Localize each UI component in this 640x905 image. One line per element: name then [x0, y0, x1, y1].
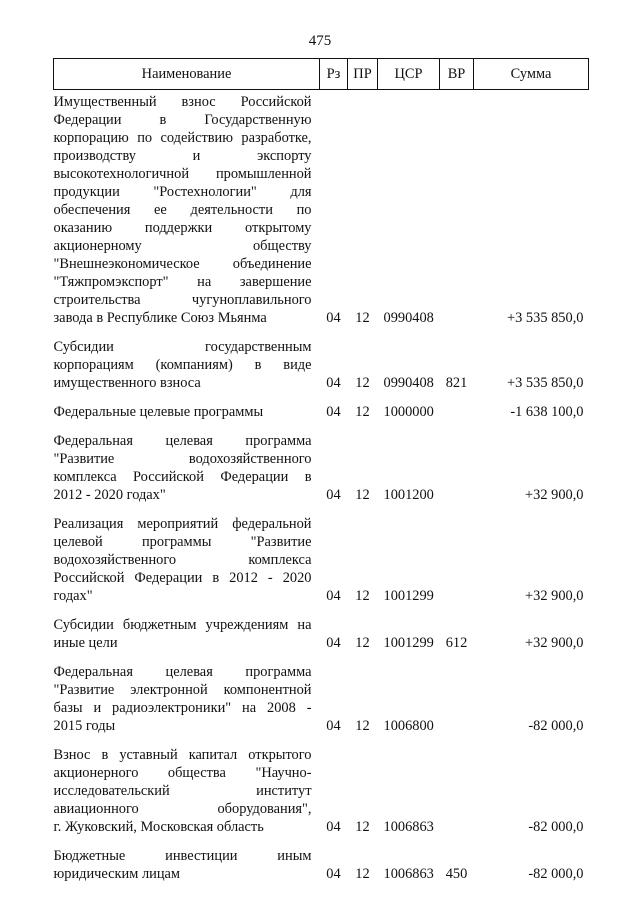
row-csr: 1001299: [383, 635, 434, 651]
row-rz: 04: [326, 375, 341, 391]
row-name-line: комплекса Российской Федерации в: [53, 469, 312, 485]
row-name-line: юридическим лицам: [53, 866, 181, 882]
header-vr: ВР: [440, 59, 474, 90]
row-name: [54, 836, 320, 883]
table-row: [54, 327, 589, 392]
budget-table: [53, 58, 589, 883]
row-name-line: исследовательский институт: [53, 783, 312, 799]
header-csr: ЦСР: [378, 59, 440, 90]
header-row: [54, 59, 589, 90]
row-sum: -82 000,0: [528, 718, 584, 734]
row-name-line: иные цели: [53, 635, 118, 651]
row-name-line: "Развитие водохозяйственного: [53, 451, 312, 467]
row-vr: [440, 735, 474, 836]
row-name-line: продукции "Ростехнологии" для: [53, 184, 312, 200]
table-body: [54, 90, 589, 884]
row-sum: +32 900,0: [525, 487, 584, 503]
row-name-line: "Развитие электронной компонентной: [53, 682, 312, 698]
row-name-line: авиационного оборудования",: [53, 801, 312, 817]
row-vr: 821: [445, 375, 468, 391]
row-name-line: Реализация мероприятий федеральной: [53, 516, 312, 532]
row-sum: +3 535 850,0: [507, 310, 584, 326]
header-rz: Рз: [320, 59, 348, 90]
row-name: [54, 421, 320, 504]
row-rz: 04: [326, 487, 341, 503]
row-name-line: Субсидии государственным: [53, 339, 312, 355]
header-name: Наименование: [54, 59, 320, 90]
row-rz: 04: [326, 635, 341, 651]
row-name-line: оказанию поддержки открытому: [53, 220, 312, 236]
row-rz: 04: [326, 866, 341, 882]
row-name: [54, 504, 320, 605]
row-csr: 1006863: [383, 866, 434, 882]
row-sum: -82 000,0: [528, 866, 584, 882]
row-vr: [440, 392, 474, 421]
row-pr: 12: [355, 310, 370, 326]
table-row: [54, 504, 589, 605]
row-name-line: Федерации в Государственную: [53, 112, 312, 128]
row-name-line: акционерного общества "Научно-: [53, 765, 312, 781]
row-csr: 1006863: [383, 819, 434, 835]
row-rz: 04: [326, 819, 341, 835]
row-rz: 04: [326, 718, 341, 734]
row-sum: +32 900,0: [525, 588, 584, 604]
row-name-line: обеспечения ее деятельности по: [53, 202, 312, 218]
table-row: [54, 605, 589, 652]
row-name-line: Субсидии бюджетным учреждениям на: [53, 617, 312, 633]
row-sum: +32 900,0: [525, 635, 584, 651]
row-pr: 12: [355, 819, 370, 835]
row-sum: +3 535 850,0: [507, 375, 584, 391]
row-pr: 12: [355, 635, 370, 651]
row-rz: 04: [326, 404, 341, 420]
row-name-line: Взнос в уставный капитал открытого: [53, 747, 312, 763]
table-row: [54, 836, 589, 883]
row-name-line: строительства чугуноплавильного: [53, 292, 312, 308]
row-csr: 0990408: [383, 375, 434, 391]
row-pr: 12: [355, 487, 370, 503]
row-vr: [440, 421, 474, 504]
row-name-line: Бюджетные инвестиции иным: [53, 848, 312, 864]
row-vr: [440, 504, 474, 605]
row-name-line: 2012 - 2020 годах": [53, 487, 166, 503]
row-name: [54, 392, 320, 421]
row-name-line: производству и экспорту: [53, 148, 312, 164]
header-sum: Сумма: [474, 59, 589, 90]
table-row: [54, 735, 589, 836]
row-rz: 04: [326, 310, 341, 326]
row-pr: 12: [355, 375, 370, 391]
row-name-line: годах": [53, 588, 93, 604]
row-pr: 12: [355, 866, 370, 882]
row-name-line: Российской Федерации в 2012 - 2020: [53, 570, 312, 586]
row-name-line: акционерному обществу: [53, 238, 312, 254]
row-name-line: завода в Республике Союз Мьянма: [53, 310, 267, 326]
row-vr: 450: [445, 866, 468, 882]
page-number: 475: [308, 33, 332, 49]
row-name: [54, 652, 320, 735]
row-name-line: г. Жуковский, Московская область: [53, 819, 264, 835]
row-name-line: "Внешнеэкономическое объединение: [53, 256, 312, 272]
row-name-line: имущественного взноса: [53, 375, 201, 391]
row-name-line: 2015 годы: [53, 718, 116, 734]
row-csr: 1001299: [383, 588, 434, 604]
row-name-line: целевой программы "Развитие: [53, 534, 312, 550]
row-pr: 12: [355, 588, 370, 604]
row-csr: 1000000: [383, 404, 434, 420]
row-rz: 04: [326, 588, 341, 604]
row-name: [54, 327, 320, 392]
row-name-line: базы и радиоэлектроники" на 2008 -: [53, 700, 312, 716]
row-sum: -82 000,0: [528, 819, 584, 835]
row-name: [54, 90, 320, 328]
row-pr: 12: [355, 404, 370, 420]
row-pr: 12: [355, 718, 370, 734]
table-header: [54, 59, 589, 90]
row-sum: -1 638 100,0: [510, 404, 584, 420]
row-name-line: "Тяжпромэкспорт" на завершение: [53, 274, 312, 290]
row-name-line: водохозяйственного комплекса: [53, 552, 312, 568]
row-name-line: Федеральная целевая программа: [53, 433, 312, 449]
row-name: [54, 735, 320, 836]
row-name-line: высокотехнологичной промышленной: [53, 166, 312, 182]
row-name-line: корпорациям (компаниям) в виде: [53, 357, 312, 373]
row-name-line: Имущественный взнос Российской: [53, 94, 312, 110]
row-vr: 612: [445, 635, 468, 651]
budget-table-container: [53, 58, 588, 883]
row-name-line: Федеральные целевые программы: [53, 404, 264, 420]
row-vr: [440, 90, 474, 328]
row-vr: [440, 652, 474, 735]
row-name-line: Федеральная целевая программа: [53, 664, 312, 680]
row-csr: 0990408: [383, 310, 434, 326]
table-row: [54, 392, 589, 421]
table-row: [54, 90, 589, 328]
row-csr: 1001200: [383, 487, 434, 503]
row-csr: 1006800: [383, 718, 434, 734]
row-name-line: корпорацию по содействию разработке,: [53, 130, 312, 146]
header-pr: ПР: [348, 59, 378, 90]
table-row: [54, 652, 589, 735]
row-name: [54, 605, 320, 652]
table-row: [54, 421, 589, 504]
